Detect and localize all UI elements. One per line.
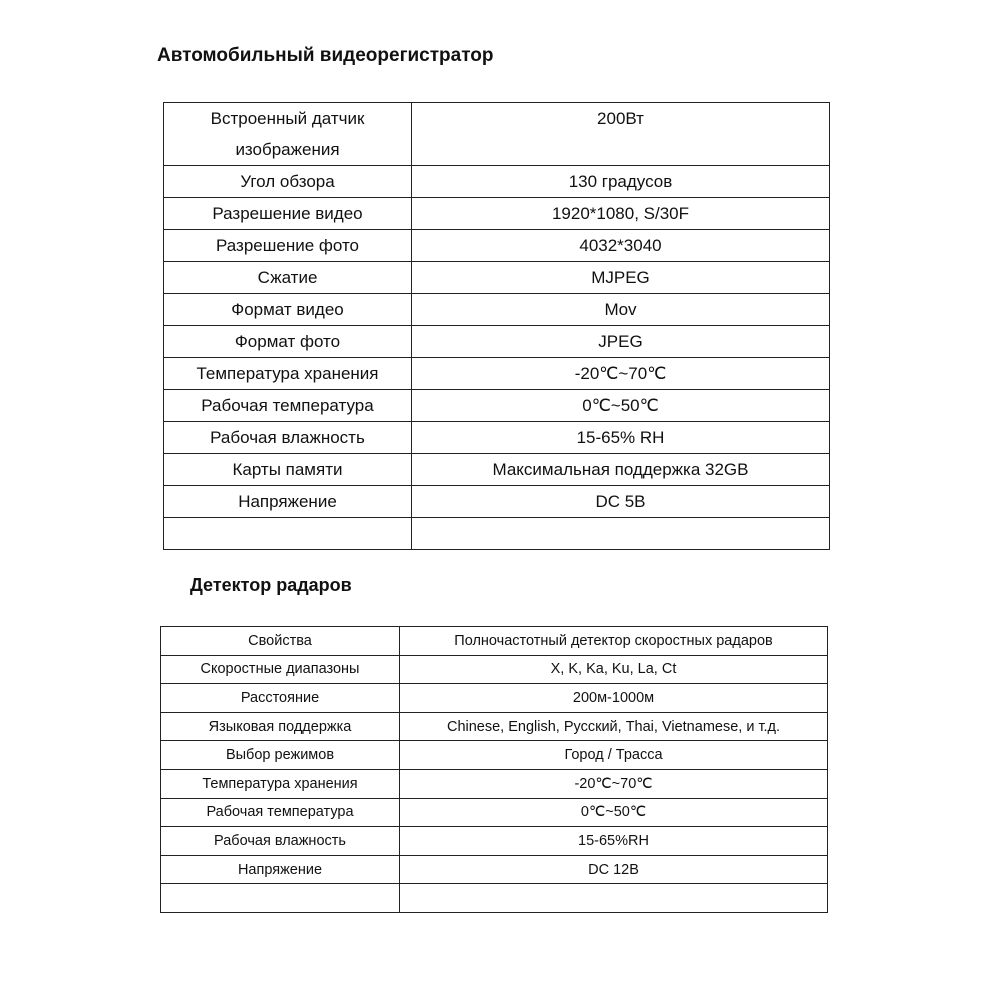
radar-spec-table: [160, 626, 828, 913]
table-row: [161, 855, 828, 884]
property-label: Свойства: [161, 627, 400, 656]
property-label: Температура хранения: [164, 358, 412, 390]
property-label: Языковая поддержка: [161, 712, 400, 741]
property-value: 0℃~50℃: [412, 390, 830, 422]
table-row: [161, 627, 828, 656]
property-value: Полночастотный детектор скоростных радаров: [400, 627, 828, 656]
property-label: Угол обзора: [164, 166, 412, 198]
property-label: Формат видео: [164, 294, 412, 326]
property-label: Рабочая температура: [161, 798, 400, 827]
dashcam-section-title: Автомобильный видеорегистратор: [157, 45, 494, 66]
property-value: JPEG: [412, 326, 830, 358]
property-value: DC 5В: [412, 486, 830, 518]
property-value: MJPEG: [412, 262, 830, 294]
table-row: [164, 166, 830, 198]
property-value: X, K, Ka, Ku, La, Ct: [400, 655, 828, 684]
property-value: DC 12В: [400, 855, 828, 884]
property-value: Максимальная поддержка 32GB: [412, 454, 830, 486]
property-label: Карты памяти: [164, 454, 412, 486]
table-row: [164, 390, 830, 422]
property-label: Встроенный датчик изображения: [164, 103, 412, 166]
property-label: Формат фото: [164, 326, 412, 358]
property-value: 4032*3040: [412, 230, 830, 262]
property-label: Расстояние: [161, 684, 400, 713]
property-label: Рабочая влажность: [164, 422, 412, 454]
table-row: [164, 230, 830, 262]
table-row: [161, 798, 828, 827]
property-label: Скоростные диапазоны: [161, 655, 400, 684]
property-value: Город / Трасса: [400, 741, 828, 770]
property-value: 0℃~50℃: [400, 798, 828, 827]
table-row: [164, 294, 830, 326]
table-row: [161, 712, 828, 741]
property-value: Mov: [412, 294, 830, 326]
table-row: [164, 358, 830, 390]
property-label: Рабочая влажность: [161, 827, 400, 856]
table-row: [161, 827, 828, 856]
table-row: [164, 103, 830, 166]
table-row: [161, 884, 828, 913]
property-value: -20℃~70℃: [412, 358, 830, 390]
table-row: [161, 655, 828, 684]
table-row: [164, 518, 830, 550]
property-label: Напряжение: [164, 486, 412, 518]
radar-section-title: Детектор радаров: [190, 575, 352, 595]
property-value: 1920*1080, S/30F: [412, 198, 830, 230]
property-value: [400, 884, 828, 913]
table-row: [161, 684, 828, 713]
property-label: Рабочая температура: [164, 390, 412, 422]
property-value: 200Вт: [412, 103, 830, 166]
table-row: [161, 769, 828, 798]
table-row: [164, 326, 830, 358]
table-row: [161, 741, 828, 770]
table-row: [164, 262, 830, 294]
property-label: [164, 518, 412, 550]
property-label: Разрешение видео: [164, 198, 412, 230]
property-label: Напряжение: [161, 855, 400, 884]
property-value: 130 градусов: [412, 166, 830, 198]
property-value: 15-65% RH: [412, 422, 830, 454]
property-value: [412, 518, 830, 550]
table-row: [164, 422, 830, 454]
table-row: [164, 486, 830, 518]
property-value: 200м-1000м: [400, 684, 828, 713]
property-value: -20℃~70℃: [400, 769, 828, 798]
property-label: Разрешение фото: [164, 230, 412, 262]
property-label: Выбор режимов: [161, 741, 400, 770]
property-label: [161, 884, 400, 913]
table-row: [164, 198, 830, 230]
property-label: Температура хранения: [161, 769, 400, 798]
property-label: Сжатие: [164, 262, 412, 294]
dashcam-spec-table: [163, 102, 830, 550]
property-value: 15-65%RH: [400, 827, 828, 856]
property-value: Chinese, English, Русский, Thai, Vietnamese, и т.д.: [400, 712, 828, 741]
table-row: [164, 454, 830, 486]
